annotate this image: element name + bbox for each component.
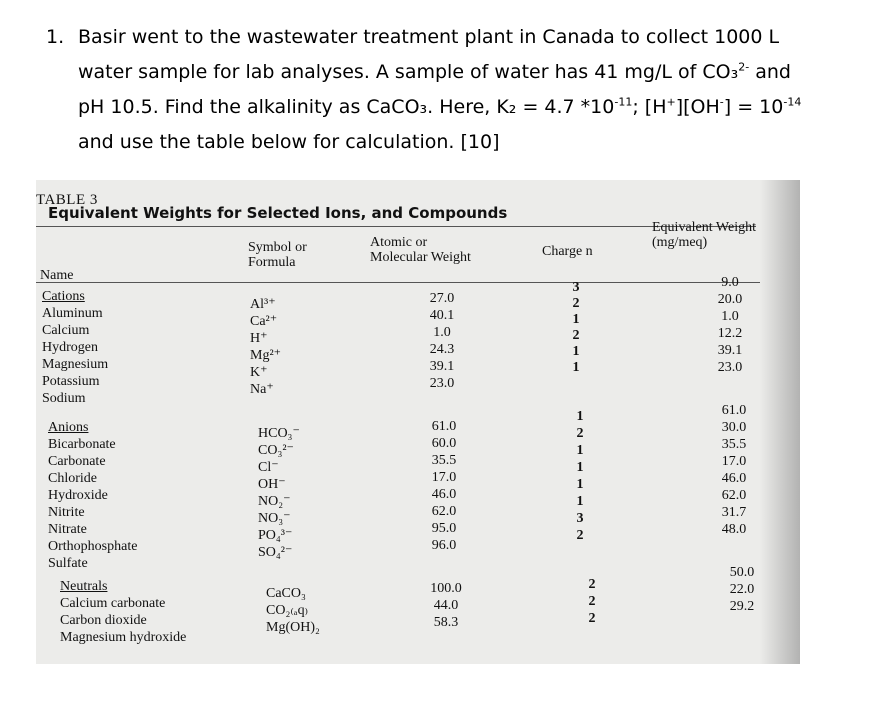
question-number: 1.	[46, 26, 65, 48]
table-title: Equivalent Weights for Selected Ions, and Compounds	[48, 204, 508, 222]
equivalent-cell: 22.0	[729, 582, 755, 597]
formula-cell: CO₃²⁻	[258, 443, 294, 458]
weight-cell: 61.0	[431, 419, 457, 434]
equivalent-cell: 31.7	[721, 505, 747, 520]
anions-charges	[570, 408, 590, 544]
name-cell: Carbonate	[48, 454, 106, 469]
equivalent-cell: 23.0	[717, 360, 743, 375]
weight-cell: 17.0	[431, 470, 457, 485]
equivalent-cell: 30.0	[721, 420, 747, 435]
group-heading-anions: Anions	[48, 420, 89, 435]
charge-cell: 2	[572, 328, 580, 343]
cations-charges	[566, 280, 586, 376]
weight-cell: 39.1	[429, 359, 455, 374]
formula-cell: K⁺	[250, 365, 268, 380]
name-cell: Chloride	[48, 471, 97, 486]
equivalent-cell: 20.0	[717, 292, 743, 307]
weight-cell: 100.0	[430, 581, 462, 596]
cations-equivalents	[700, 274, 760, 376]
equivalent-cell: 50.0	[729, 565, 755, 580]
charge-cell: 1	[576, 443, 584, 458]
title-rule	[36, 226, 756, 227]
formula-cell: PO₄³⁻	[258, 528, 293, 543]
cations-names	[42, 288, 108, 407]
table-photo	[36, 180, 800, 664]
weight-cell: 96.0	[431, 538, 457, 553]
charge-cell: 3	[576, 511, 584, 526]
name-cell: Carbon dioxide	[60, 613, 147, 628]
neutrals-weights	[416, 580, 476, 631]
weight-cell: 58.3	[433, 615, 459, 630]
weight-cell: 1.0	[433, 325, 451, 340]
charge-cell: 1	[576, 409, 584, 424]
equivalent-cell: 48.0	[721, 522, 747, 537]
equivalent-cell: 9.0	[721, 275, 739, 290]
formula-cell: Al³⁺	[250, 297, 276, 312]
header-equivalent: Equivalent Weight (mg/meq)	[652, 220, 756, 250]
charge-cell: 2	[588, 594, 596, 609]
formula-cell: CaCO₃	[266, 586, 306, 601]
neutrals-formulas	[266, 585, 320, 636]
formula-cell: Mg²⁺	[250, 348, 282, 363]
name-cell: Potassium	[42, 374, 100, 389]
equivalent-cell: 39.1	[717, 343, 743, 358]
neutrals-equivalents	[712, 564, 772, 615]
equivalent-cell: 12.2	[717, 326, 743, 341]
header-weight: Atomic or Molecular Weight	[370, 235, 471, 265]
anions-formulas	[258, 425, 300, 561]
weight-cell: 27.0	[429, 291, 455, 306]
equivalent-cell: 61.0	[721, 403, 747, 418]
anions-names	[48, 419, 137, 572]
charge-cell: 1	[572, 344, 580, 359]
formula-cell: Cl⁻	[258, 460, 279, 475]
formula-cell: NO₃⁻	[258, 511, 291, 526]
weight-cell: 24.3	[429, 342, 455, 357]
weight-cell: 44.0	[433, 598, 459, 613]
charge-cell: 1	[572, 360, 580, 375]
header-rule	[36, 282, 760, 283]
name-cell: Calcium	[42, 323, 90, 338]
name-cell: Hydrogen	[42, 340, 98, 355]
equivalent-cell: 35.5	[721, 437, 747, 452]
table-label: TABLE 3	[36, 192, 98, 208]
name-cell: Magnesium hydroxide	[60, 630, 187, 645]
name-cell: Nitrite	[48, 505, 85, 520]
weight-cell: 40.1	[429, 308, 455, 323]
weight-cell: 23.0	[429, 376, 455, 391]
equivalent-cell: 17.0	[721, 454, 747, 469]
question	[46, 20, 836, 160]
formula-cell: NO₂⁻	[258, 494, 291, 509]
formula-cell: HCO₃⁻	[258, 426, 300, 441]
name-cell: Hydroxide	[48, 488, 108, 503]
question-line-4: and use the table below for calculation. [10]	[78, 131, 500, 153]
weight-cell: 35.5	[431, 453, 457, 468]
formula-cell: Ca²⁺	[250, 314, 278, 329]
formula-cell: SO₄²⁻	[258, 545, 293, 560]
header-name: Name	[40, 268, 74, 283]
charge-cell: 2	[572, 296, 580, 311]
equivalent-cell: 62.0	[721, 488, 747, 503]
header-charge: Charge n	[542, 244, 593, 259]
cations-weights	[412, 290, 472, 392]
equivalent-cell: 29.2	[729, 599, 755, 614]
group-heading-neutrals: Neutrals	[60, 579, 108, 594]
anions-equivalents	[704, 402, 764, 538]
neutrals-names	[60, 578, 186, 646]
neutrals-charges	[582, 576, 602, 627]
name-cell: Sulfate	[48, 556, 88, 571]
formula-cell: Na⁺	[250, 382, 274, 397]
question-line-2: water sample for lab analyses. A sample of water has 41 mg/L of CO₃$^{2-}$ and	[78, 60, 791, 83]
formula-cell: H⁺	[250, 331, 268, 346]
question-line-3: pH 10.5. Find the alkalinity as CaCO₃. Here, K₂ = 4.7 $*10^{-11}$; $[H^+][OH^-] = 10^{-14}$	[78, 95, 802, 118]
charge-cell: 1	[576, 460, 584, 475]
charge-cell: 2	[588, 577, 596, 592]
name-cell: Orthophosphate	[48, 539, 138, 554]
name-cell: Calcium carbonate	[60, 596, 166, 611]
anions-weights	[414, 418, 474, 554]
equivalent-cell: 46.0	[721, 471, 747, 486]
charge-cell: 2	[588, 611, 596, 626]
equivalent-cell: 1.0	[721, 309, 739, 324]
name-cell: Sodium	[42, 391, 86, 406]
formula-cell: CO₂₍ₐq₎	[266, 603, 309, 618]
header-symbol: Symbol or Formula	[248, 240, 307, 270]
charge-cell: 3	[572, 280, 580, 295]
name-cell: Bicarbonate	[48, 437, 116, 452]
charge-cell: 1	[572, 312, 580, 327]
name-cell: Nitrate	[48, 522, 87, 537]
cations-formulas	[250, 296, 281, 398]
weight-cell: 60.0	[431, 436, 457, 451]
weight-cell: 46.0	[431, 487, 457, 502]
name-cell: Magnesium	[42, 357, 109, 372]
name-cell: Aluminum	[42, 306, 103, 321]
weight-cell: 95.0	[431, 521, 457, 536]
formula-cell: OH⁻	[258, 477, 286, 492]
charge-cell: 1	[576, 477, 584, 492]
charge-cell: 2	[576, 528, 584, 543]
formula-cell: Mg(OH)₂	[266, 620, 320, 635]
weight-cell: 62.0	[431, 504, 457, 519]
charge-cell: 2	[576, 426, 584, 441]
group-heading-cations: Cations	[42, 289, 85, 304]
charge-cell: 1	[576, 494, 584, 509]
question-line-1: Basir went to the wastewater treatment plant in Canada to collect 1000 L	[78, 26, 780, 48]
